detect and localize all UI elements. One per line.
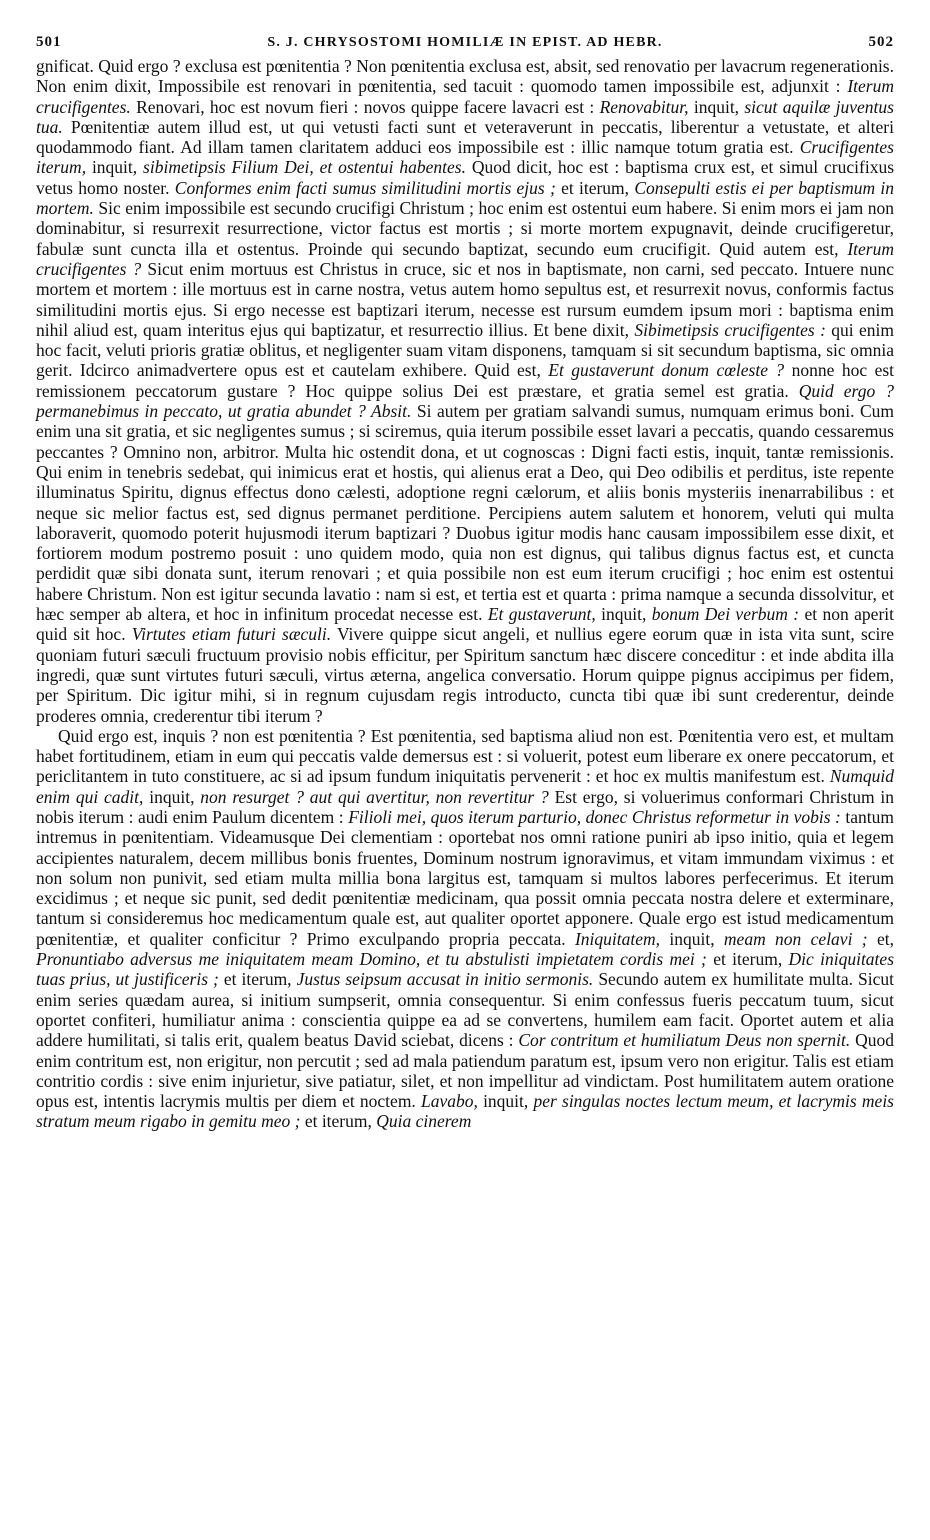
italic-quotation: Iterum crucifigentes. xyxy=(36,76,894,117)
running-title: S. J. CHRYSOSTOMI HOMILIÆ IN EPIST. AD HEBR. xyxy=(267,35,663,50)
text-segment: Renovari, hoc est novum fieri : novos quippe facere lavacri est : xyxy=(130,96,600,117)
paragraph xyxy=(36,726,894,1132)
text-segment: inquit, xyxy=(660,928,724,949)
italic-quotation: Virtutes etiam futuri sæculi. xyxy=(131,624,332,645)
text-segment: tantum intremus in pœnitentiam. Videamusque Dei clementiam : oportebat nos omni ratione puniri ab ipso initio, quia et legem accipientes naturalem, decem millibus bonis fruentes, Dominum nostrum ignoravimus, et vitam immundam viximus : et non solum non punivit, sed etiam multa millia bona largitus est, tamquam si multos labores perfecerimus. Et iterum excidimus ; et neque sic punit, sed dedit pœnitentiæ medicinam, qua possit omnia peccata nostra delere et exterminare, tantum si consideremus hoc medicamentum quale est, aut qualiter oportet apponere. Quale ergo est istud medicamentum pœnitentiæ, et qualiter conficitur ? Primo exculpando propria peccata. xyxy=(36,806,894,949)
text-segment: Quod enim contritum est, non erigitur, non percutit ; sed ad mala patiendum paratum est, ipsum vero non erigitur. Talis est etiam contritio cordis : sive enim injurietur, sive patiatur, silet, et non impellitur ad vindictam. Post humilitatem autem oratione opus est, intentis lacrymis multis per diem et noctem. xyxy=(36,1030,895,1112)
italic-quotation: Lavabo, xyxy=(421,1091,478,1112)
text-segment: et iterum, xyxy=(706,949,789,970)
page-number-left: 501 xyxy=(36,34,62,50)
text-segment: et iterum, xyxy=(218,969,297,990)
text-segment: Vivere quippe sicut angeli, et nullius egere eorum quæ in ista vita sunt, scire quoniam futuri sæculi fructuum provisio nobis efficitur, per Spiritum sanctum hæc discere conceditur : et inde abdita illa ingredi, quæ sunt virtutes futuri sæculi, virtus æterna, angelica conversatio. Horum quippe pignus accipimus per fidem, per Spiritum. Dic igitur mihi, si in regnum cujusdam regis introducto, cuncta tibi quæ ibi sunt crederentur, deinde proderes omnia, crederentur tibi iterum ? xyxy=(36,624,894,726)
text-segment: Secundo autem ex humilitate multa. Sicut enim series quædam aurea, si initium sumpserit, omnia consequentur. Si enim confessus fueris peccatum tuum, sicut oportet confiteri, humiliatur anima : conscientia quippe ea ad se convertens, humilem eam facit. Oportet autem et alia addere humilitati, si talis erit, qualem beatus David sciebat, dicens : xyxy=(36,969,895,1051)
italic-quotation: Sibimetipsis crucifigentes : xyxy=(634,319,826,340)
text-segment: et, xyxy=(867,928,894,949)
italic-quotation: Justus seipsum accusat in initio sermonis. xyxy=(296,969,594,990)
italic-quotation: Et gustaverunt donum cœleste ? xyxy=(548,360,785,381)
italic-quotation: Consepulti estis ei per baptismum in mortem. xyxy=(36,177,894,219)
text-segment: Sicut enim mortuus est Christus in cruce, sic et nos in baptismate, non carni, sed peccato. Intuere nunc mortem et mortem : ille mortuus est in carne nostra, vetus autem homo sepultus est, et resurrexit novus, conformis factus similitudini mortis ejus. Si ergo necesse est baptizari iterum, necesse est rursum eumdem ipsum mori : baptisma enim nihil aliud est, quam interitus ejus qui baptizatur, et resurrectio illius. Et bene dixit, xyxy=(36,258,894,340)
italic-quotation: sibimetipsis Filium Dei, et ostentui habentes. xyxy=(143,157,466,178)
page-number-right: 502 xyxy=(868,34,894,50)
text-segment: et non aperit quid sit hoc. xyxy=(36,604,895,645)
italic-quotation: Iterum crucifigentes ? xyxy=(36,238,894,279)
body-text xyxy=(36,56,894,1132)
text-segment: inquit, xyxy=(143,786,201,807)
italic-quotation: Renovabitur, xyxy=(599,96,689,117)
text-segment: Quod dicit, hoc est : baptisma crux est, et simul crucifixus vetus homo noster. xyxy=(36,157,895,198)
text-segment: nonne hoc est remissionem peccatorum gustare ? Hoc quippe solius Dei est præstare, et gratia semel est gratia. xyxy=(36,360,895,401)
italic-quotation: Conformes enim facti sumus similitudini mortis ejus ; xyxy=(174,177,556,198)
italic-quotation: Quia cinerem xyxy=(376,1111,472,1132)
text-segment: Sic enim impossibile est secundo crucifigi Christum ; hoc enim est ostentui eum habere. Si enim mors ei jam non dominabitur, si resurrexit resurrectione, victor factus est mortis ; si morte mortem expugnavit, deinde crucifigeretur, fabulæ sunt cuncta illa et ostentus. Proinde qui secundo baptizat, secundo eum crucifigit. Quid autem est, xyxy=(36,198,894,259)
text-segment: Est ergo, si voluerimus conformari Christum in nobis iterum : audi enim Paulum dicentem : xyxy=(36,786,894,827)
text-segment: Si autem per gratiam salvandi sumus, numquam erimus boni. Cum enim una sit gratia, et sic negligentes sumus ; si sciremus, quia iterum possibile esset lavari a peccatis, quando cessaremus peccantes ? Omnino non, arbitror. Multa hic ostendit dona, et ut cognoscas : Digni facti estis, inquit, tantæ remissionis. Qui enim in tenebris sedebat, qui inimicus erat et hostis, qui alienus erat a Deo, qui Deo odibilis et perditus, iste repente illuminatus Spiritu, dignus effectus dono cælesti, adoptione regni cælorum, et aliis bonis mysteriis inenarrabilibus : et neque sic melior factus est, sed dignus permanet perditione. Percipiens autem salutem et honorem, veluti qui multa laboraverit, quomodo poterit hujusmodi iterum baptizari ? Duobus igitur modis hanc causam impossibilem esse dixit, et fortiorem modum postremo posuit : uno quidem modo, quia non est dignus, qui talibus dignus factus est, et cuncta perdidit quæ sibi donata sunt, iterum renovari ; et quia possibile non est eum iterum crucifigi ; hoc enim est ostentui habere Christum. Non est igitur secunda lavatio : nam si est, et tertia est et quarta : prima namque a secunda dissolvitur, et hæc semper ab altera, et hoc in infinitum procedat necesse est. xyxy=(36,401,895,625)
text-segment: inquit, xyxy=(86,157,144,178)
italic-quotation: Numquid enim qui cadit, xyxy=(36,766,894,807)
italic-quotation: bonum Dei verbum : xyxy=(651,604,800,625)
text-segment: inquit, xyxy=(595,604,652,625)
italic-quotation: non resurget ? aut qui avertitur, non revertitur ? xyxy=(200,786,549,807)
text-segment: inquit, xyxy=(688,96,745,117)
italic-quotation: Dic iniquitates tuas prius, ut justificeris ; xyxy=(36,949,895,990)
italic-quotation: Pronuntiabo adversus me iniquitatem meam Domino, et tu abstulisti impietatem cordis mei ; xyxy=(36,949,707,970)
paragraph xyxy=(36,56,894,726)
text-segment: Pœnitentiæ autem illud est, ut qui vetusti facti sunt et veteraverunt in peccatis, liberentur a vetustate, et alteri quodammodo fiant. Ad illam tamen claritatem adduci eos impossibile est : illic namque totum gratia est. xyxy=(36,116,894,158)
italic-quotation: sicut aquilæ juventus tua. xyxy=(36,96,894,137)
italic-quotation: Quid ergo ? permanebimus in peccato, ut gratia abundet ? Absit. xyxy=(36,380,894,422)
text-segment: gnificat. Quid ergo ? exclusa est pœnitentia ? Non pœnitentia exclusa est, absit, sed renovatio per lavacrum regenerationis. Non enim dixit, Impossibile est renovari in pœnitentia, sed tacuit : quomodo tamen impossibile est, adjunxit : xyxy=(36,56,894,97)
text-segment: qui enim hoc facit, veluti prioris gratiæ oblitus, et negligenter suam vitam disponens, tamquam si sit secundum baptisma, sic omnia gerit. Idcirco animadvertere opus est et cautelam exhibere. Quid est, xyxy=(36,319,894,381)
italic-quotation: Et gustaverunt, xyxy=(487,604,596,625)
running-head xyxy=(36,34,894,56)
italic-quotation: meam non celavi ; xyxy=(723,928,868,949)
italic-quotation: per singulas noctes lectum meum, et lacrymis meis stratum meum rigabo in gemitu meo ; xyxy=(36,1091,894,1132)
italic-quotation: Cor contritum et humiliatum Deus non spernit. xyxy=(518,1030,851,1051)
italic-quotation: Iniquitatem, xyxy=(574,928,661,949)
text-segment: Quid ergo est, inquis ? non est pœnitentia ? Est pœnitentia, sed baptisma aliud non est. Pœnitentia vero est, et multam habet fortitudinem, etiam in eum qui peccatis valde demersus est : si voluerit, potest eum liberare ex onere peccatorum, et periclitantem in tuto constituere, ac si ad ipsum fundum iniquitatis pervenerit : et hoc ex multis manifestum est. xyxy=(36,725,894,787)
text-segment: et iterum, xyxy=(555,177,635,198)
text-segment: et iterum, xyxy=(300,1111,377,1132)
italic-quotation: Crucifigentes iterum, xyxy=(36,137,894,178)
text-segment: inquit, xyxy=(477,1091,534,1112)
italic-quotation: Filioli mei, quos iterum parturio, donec Christus reformetur in vobis : xyxy=(348,806,841,827)
